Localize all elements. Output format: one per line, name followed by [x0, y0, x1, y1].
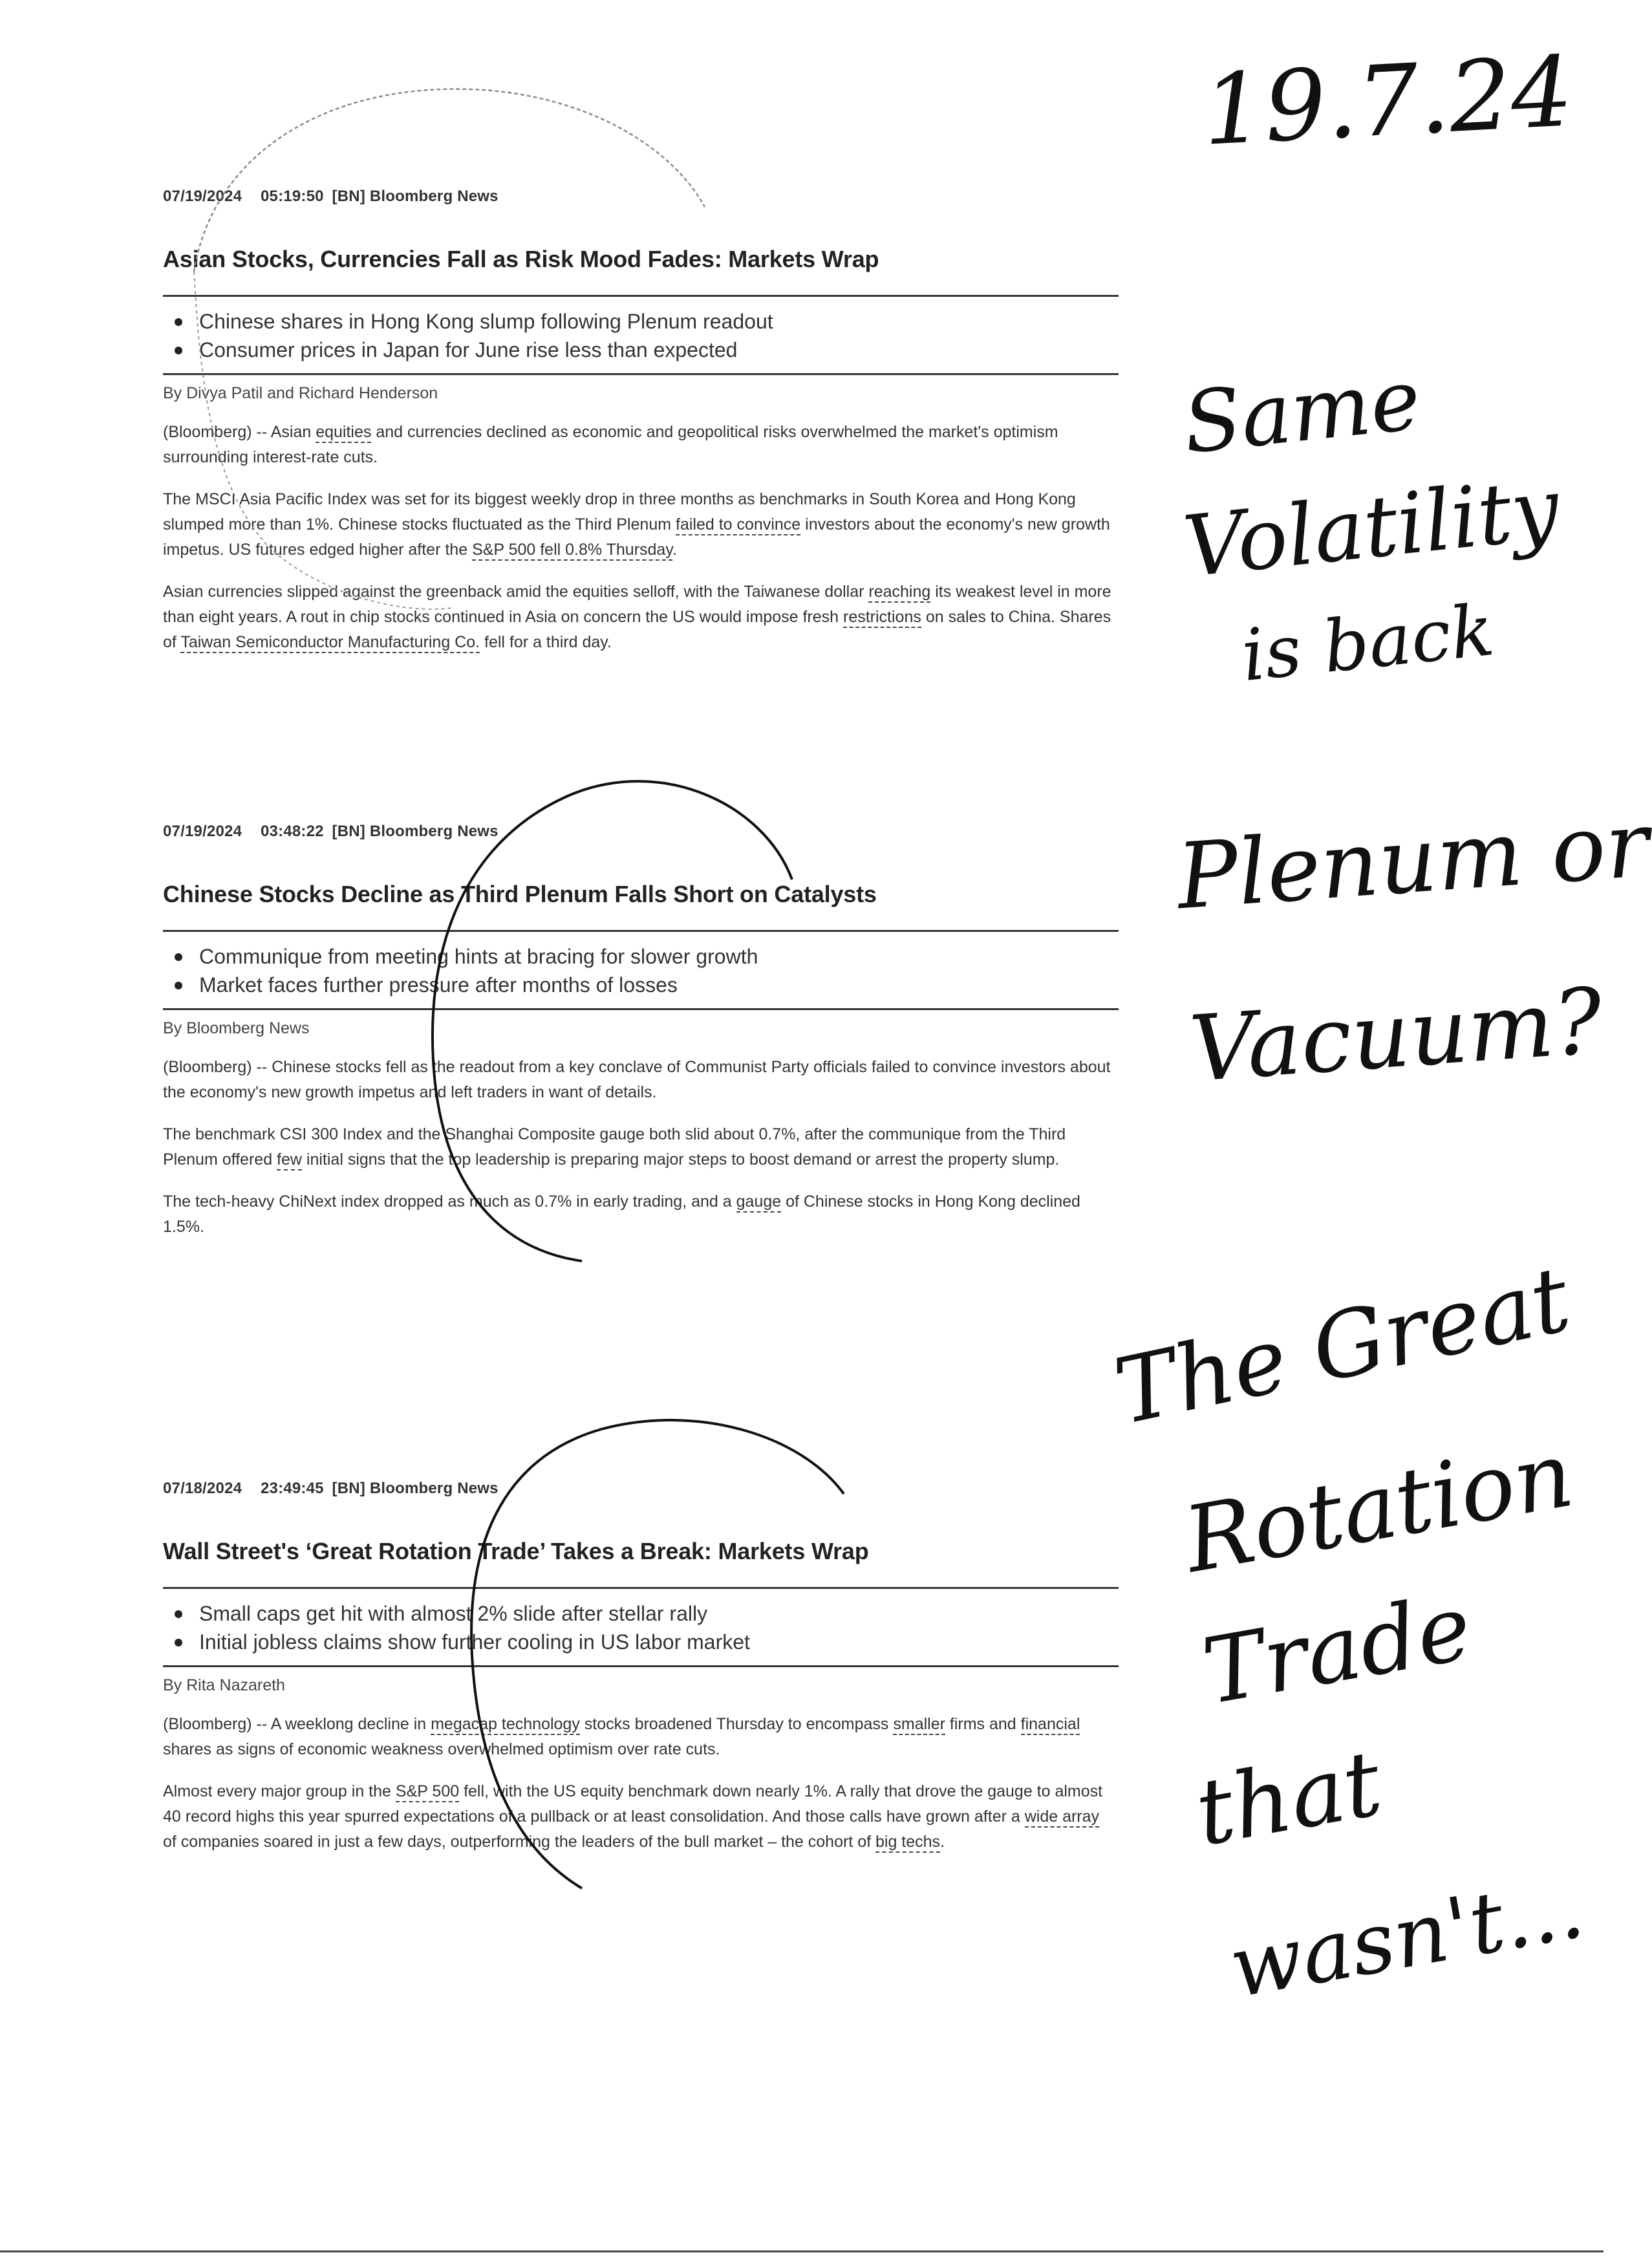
handwritten-note-3-line-4: that [1188, 1731, 1389, 1867]
article-headline: Asian Stocks, Currencies Fall as Risk Mood Fades: Markets Wrap [163, 246, 879, 272]
summary-bullets [163, 297, 1119, 373]
inline-link[interactable]: Taiwan Semiconductor Manufacturing Co. [180, 633, 480, 653]
article-headline: Chinese Stocks Decline as Third Plenum Falls Short on Catalysts [163, 881, 877, 907]
inline-link[interactable]: big techs [875, 1833, 940, 1853]
bullet-item: Communique from meeting hints at bracing for slower growth [163, 942, 1119, 971]
inline-link[interactable]: gauge [736, 1192, 782, 1213]
paragraph: (Bloomberg) -- Asian equities and currencies declined as economic and geopolitical risks overwhelmed the market's optimism surrounding interest-rate cuts. [163, 423, 1058, 466]
handwritten-note-1-line-3: is back [1238, 588, 1498, 698]
article-source: [BN] Bloomberg News [332, 188, 499, 205]
bullet-item: Initial jobless claims show further cooling in US labor market [163, 1628, 1119, 1656]
handwritten-note-3-line-2: Rotation [1177, 1421, 1581, 1594]
inline-link[interactable]: smaller [893, 1715, 945, 1735]
handwritten-note-3-line-1: The Great [1106, 1246, 1579, 1446]
inline-link[interactable]: equities [316, 423, 371, 443]
article-2 [163, 823, 1119, 1240]
bullet-item: Market faces further pressure after months of losses [163, 971, 1119, 999]
article-3 [163, 1480, 1119, 1855]
divider [163, 1008, 1119, 1010]
inline-link[interactable]: financial [1021, 1715, 1080, 1735]
article-headline: Wall Street's ‘Great Rotation Trade’ Takes a Break: Markets Wrap [163, 1538, 869, 1564]
byline: By Rita Nazareth [163, 1676, 285, 1694]
paragraph: (Bloomberg) -- A weeklong decline in megacap technology stocks broadened Thursday to encompass smaller firms and financial shares as signs of economic weakness overwhelmed optimism over rate cuts. [163, 1715, 1080, 1758]
divider [163, 1665, 1119, 1667]
article-meta [163, 1480, 1119, 1498]
divider [163, 373, 1119, 375]
inline-link[interactable]: S&P 500 fell 0.8% Thursday [472, 541, 672, 561]
paragraph: Almost every major group in the S&P 500 fell, with the US equity benchmark down nearly 1%. A rally that drove the gauge to almost 40 record highs this year spurred expectations of a pullback or at least consolidation. And those calls have grown after a wide array of companies soared in just a few days, outperforming the leaders of the bull market – the cohort of big techs. [163, 1779, 1113, 1855]
article-source: [BN] Bloomberg News [332, 1480, 499, 1497]
page-bottom-edge [0, 2250, 1604, 2252]
handwritten-note-3-line-3: Trade [1196, 1575, 1479, 1725]
inline-link[interactable]: wide array [1025, 1807, 1099, 1828]
article-time: 03:48:22 [261, 823, 324, 840]
paragraph: The benchmark CSI 300 Index and the Shanghai Composite gauge both slid about 0.7%, after the communique from the Third Plenum offered few initial signs that the top leadership is preparing major steps to boost demand or arrest the property slump. [163, 1122, 1113, 1172]
handwritten-date: 19.7.24 [1199, 36, 1576, 167]
bullet-item: Consumer prices in Japan for June rise less than expected [163, 336, 1119, 364]
article-1 [163, 188, 1119, 655]
paragraph: The tech-heavy ChiNext index dropped as much as 0.7% in early trading, and a gauge of Chinese stocks in Hong Kong declined 1.5%. [163, 1192, 1080, 1236]
bullet-item: Small caps get hit with almost 2% slide after stellar rally [163, 1599, 1119, 1628]
handwritten-note-3-line-5: wasn't... [1222, 1858, 1591, 2017]
article-meta [163, 188, 1119, 206]
inline-link[interactable]: failed to convince [676, 515, 800, 535]
byline: By Bloomberg News [163, 1019, 310, 1037]
byline: By Divya Patil and Richard Henderson [163, 384, 438, 402]
inline-link[interactable]: S&P 500 [396, 1782, 459, 1802]
bullet-item: Chinese shares in Hong Kong slump following Plenum readout [163, 307, 1119, 336]
summary-bullets [163, 1589, 1119, 1665]
paragraph: (Bloomberg) -- Chinese stocks fell as the readout from a key conclave of Communist Party officials failed to convince investors about the economy's new growth impetus and left traders in want of details. [163, 1058, 1111, 1101]
article-time: 23:49:45 [261, 1480, 324, 1497]
article-date: 07/19/2024 [163, 823, 242, 840]
summary-bullets [163, 932, 1119, 1008]
inline-link[interactable]: restrictions [843, 608, 921, 628]
inline-link[interactable]: reaching [868, 583, 930, 603]
handwritten-note-1-line-2: Volatility [1179, 459, 1564, 596]
article-date: 07/19/2024 [163, 188, 242, 205]
article-time: 05:19:50 [261, 188, 324, 205]
inline-link[interactable]: megacap technology [431, 1715, 580, 1735]
article-meta [163, 823, 1119, 841]
inline-link[interactable]: few [277, 1150, 302, 1171]
handwritten-note-2-line-2: Vacuum? [1186, 968, 1606, 1103]
handwritten-note-2-line-1: Plenum or [1174, 792, 1652, 931]
handwritten-note-1-line-1: Same [1179, 350, 1425, 473]
article-source: [BN] Bloomberg News [332, 823, 499, 840]
paragraph: Asian currencies slipped against the greenback amid the equities selloff, with the Taiwanese dollar reaching its weakest level in more than eight years. A rout in chip stocks continued in Asia on concern the US would impose fresh restrictions on sales to China. Shares of Taiwan Semiconductor Manufacturing Co. fell for a third day. [163, 579, 1113, 655]
article-date: 07/18/2024 [163, 1480, 242, 1497]
paragraph: The MSCI Asia Pacific Index was set for its biggest weekly drop in three months as benchmarks in South Korea and Hong Kong slumped more than 1%. Chinese stocks fluctuated as the Third Plenum failed to convince investors about the economy's new growth impetus. US futures edged higher after the S&P 500 fell 0.8% Thursday. [163, 487, 1113, 563]
